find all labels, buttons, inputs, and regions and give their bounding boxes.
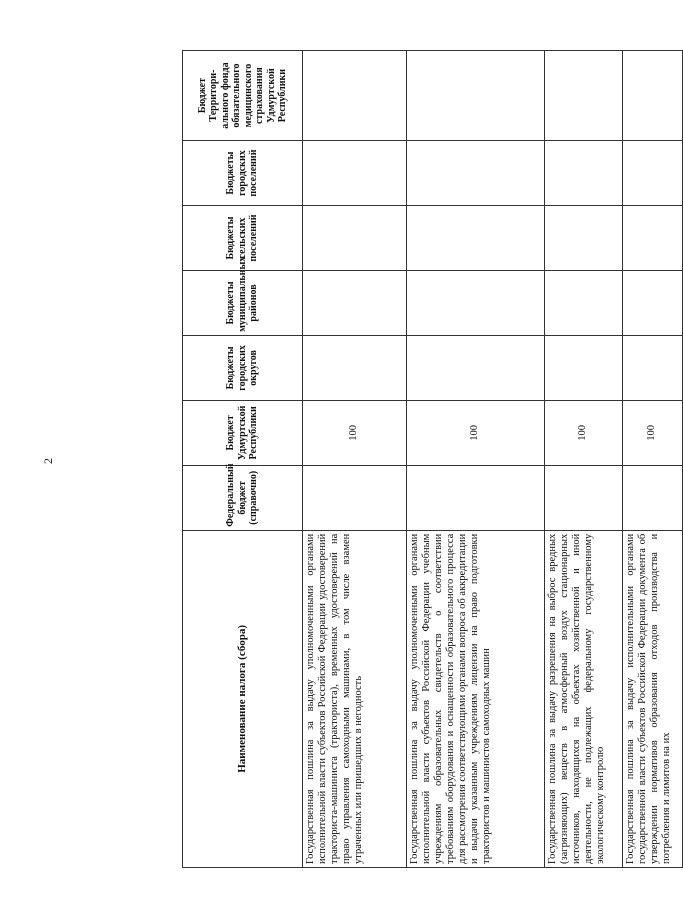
table-header-row — [183, 51, 303, 868]
row-urban — [545, 141, 623, 206]
row-urban — [407, 141, 545, 206]
table-row — [303, 51, 407, 868]
header-federal: Федеральный бюджет (справочно) — [183, 465, 303, 530]
header-name: Наименование налога (сбора) — [183, 530, 303, 867]
table-row — [407, 51, 545, 868]
row-city — [303, 335, 407, 400]
row-city — [407, 335, 545, 400]
row-name: Государственная пошлина за выдачу уполномоченными органами исполнительной власти субъектов Российской Федерации удостоверений тракториста-машиниста (тракториста), временных удостоверений на право управления самоходными машинами, в том числе взамен утраченных или пришедших в негодность — [303, 530, 407, 867]
header-city-districts: Бюджеты городских округов — [183, 335, 303, 400]
row-urban — [623, 141, 683, 206]
row-municipal — [623, 270, 683, 335]
header-urban: Бюджеты городских поселений — [183, 141, 303, 206]
row-name: Государственная пошлина за выдачу разрешения на выброс вредных (загрязняющих) веществ в атмосферный воздух стационарных источников, находящихся на объектах хозяйственной и иной деятельности, не подлежащих федеральному государственному экологическому контролю — [545, 530, 623, 867]
row-name: Государственная пошлина за выдачу уполномоченными органами исполнительной власти субъектов Российской Федерации учебным учреждениям образовательных свидетельств о соответствии требованиям оборудования и оснащенности образовательного процесса для рассмотрения соответствующими органами вопроса об аккредитации и выдачи указанным учреждениям лицензии на право подготовки трактористов и машинистов самоходных машин — [407, 530, 545, 867]
page-number: 2 — [41, 458, 55, 464]
rotated-table-container — [182, 50, 673, 868]
header-fund: Бюджет Территори-ального фонда обязательного медицинского страхования Удмуртской Республики — [183, 51, 303, 141]
row-udmurt: 100 — [407, 400, 545, 465]
row-udmurt: 100 — [545, 400, 623, 465]
row-rural — [623, 206, 683, 271]
row-udmurt: 100 — [623, 400, 683, 465]
row-municipal — [303, 270, 407, 335]
row-fund — [623, 51, 683, 141]
row-rural — [303, 206, 407, 271]
row-federal — [545, 465, 623, 530]
row-federal — [623, 465, 683, 530]
row-fund — [545, 51, 623, 141]
row-urban — [303, 141, 407, 206]
row-federal — [407, 465, 545, 530]
row-fund — [407, 51, 545, 141]
table-row — [623, 51, 683, 868]
row-fund — [303, 51, 407, 141]
row-city — [623, 335, 683, 400]
header-municipal: Бюджеты муниципальных районов — [183, 270, 303, 335]
tax-distribution-table — [182, 50, 683, 868]
row-rural — [545, 206, 623, 271]
row-name: Государственная пошлина за выдачу исполнительными органами государственной власти субъектов Российской Федерации документа об утверждении нормативов образования отходов производства и потребления и лимитов на их — [623, 530, 683, 867]
table-row — [545, 51, 623, 868]
row-udmurt: 100 — [303, 400, 407, 465]
header-rural: Бюджеты сельских поселений — [183, 206, 303, 271]
row-municipal — [407, 270, 545, 335]
row-city — [545, 335, 623, 400]
header-udmurt: Бюджет Удмуртской Республики — [183, 400, 303, 465]
row-federal — [303, 465, 407, 530]
row-rural — [407, 206, 545, 271]
row-municipal — [545, 270, 623, 335]
